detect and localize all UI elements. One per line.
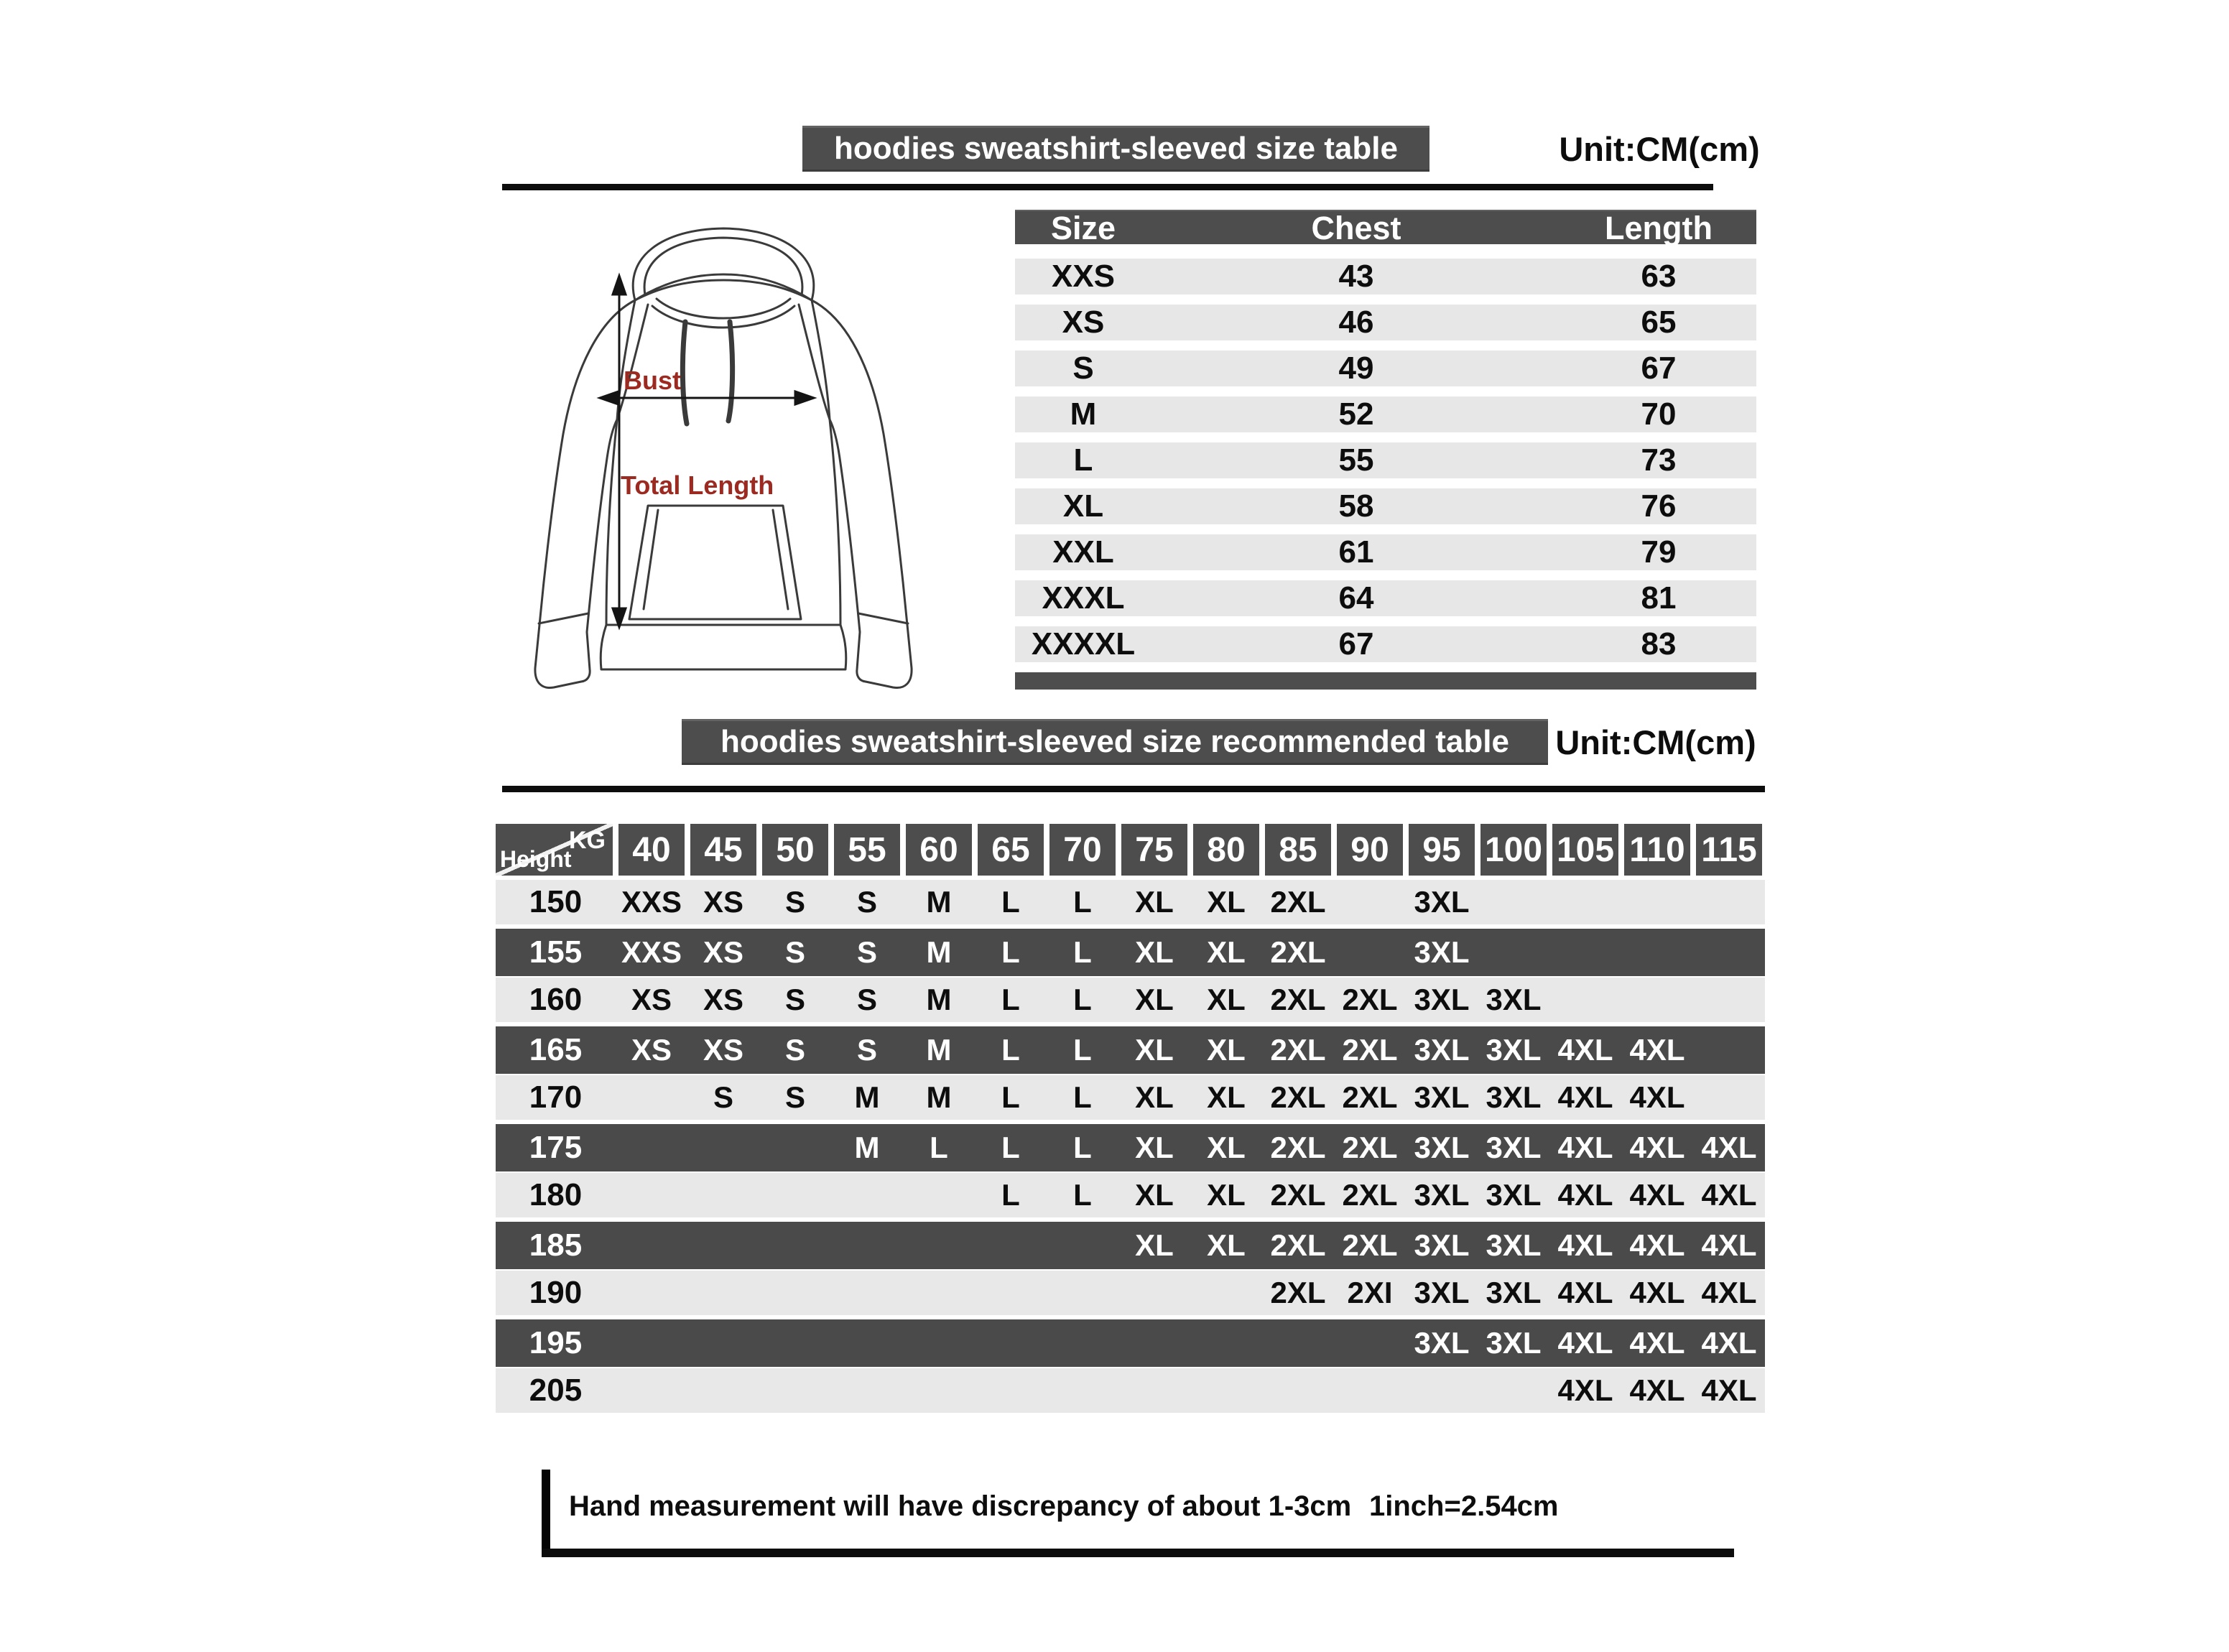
recommended-size-cell: 4XL — [1629, 1131, 1685, 1164]
recommended-size-cell: XL — [1135, 1228, 1174, 1262]
kg-label: KG — [569, 827, 606, 854]
height-value: 170 — [529, 1080, 583, 1115]
recommended-size-cell: L — [1073, 1080, 1092, 1114]
recommended-table-title — [682, 719, 1548, 765]
size-table-header — [1015, 210, 1756, 244]
recommended-size-cell: XXS — [621, 935, 682, 969]
weight-header-cell: 55 — [834, 824, 900, 876]
recommended-size-cell: XS — [631, 1033, 672, 1067]
table-row — [1015, 534, 1756, 570]
height-value: 150 — [529, 884, 583, 919]
recommended-size-cell: XS — [703, 983, 744, 1016]
recommended-size-cell: 2XL — [1270, 1228, 1326, 1262]
hoodie-diagram — [519, 214, 1014, 717]
divider-line-2 — [502, 786, 1765, 792]
weight-header-cell: 40 — [618, 824, 685, 876]
recommended-size-cell: 2XL — [1342, 1033, 1398, 1067]
length-cell: 73 — [1641, 442, 1677, 478]
recommended-size-cell: 2XI — [1347, 1276, 1393, 1309]
recommended-size-cell: S — [856, 1033, 877, 1067]
recommended-size-cell: L — [1001, 983, 1020, 1016]
length-cell: 81 — [1641, 580, 1677, 616]
recommended-size-cell: 2XL — [1342, 1080, 1398, 1114]
height-value: 180 — [529, 1177, 583, 1212]
size-table-rows — [1015, 259, 1756, 662]
recommended-size-cell: XL — [1207, 983, 1246, 1016]
recommended-size-cell: L — [1073, 885, 1092, 919]
weight-header-cell: 60 — [906, 824, 972, 876]
recommended-size-cell: 4XL — [1629, 1326, 1685, 1360]
size-table-footer-bar — [1015, 672, 1756, 690]
weight-header-cell: 110 — [1624, 824, 1690, 876]
chest-cell: 49 — [1338, 351, 1374, 386]
recommended-size-cell: 2XL — [1342, 1228, 1398, 1262]
recommended-size-cell: XS — [703, 885, 744, 919]
table-row — [1015, 626, 1756, 662]
recommended-size-cell: 2XL — [1270, 1178, 1326, 1212]
height-row — [496, 1271, 1765, 1315]
recommended-size-cell: 2XL — [1270, 1033, 1326, 1067]
recommended-table-title-text: hoodies sweatshirt-sleeved size recommended table — [720, 724, 1509, 759]
footnote-underline — [542, 1549, 1734, 1557]
height-row — [496, 1124, 1765, 1171]
weight-header-row — [496, 824, 1765, 876]
recommended-size-cell: S — [784, 885, 805, 919]
recommended-size-cell: L — [1073, 983, 1092, 1016]
recommended-size-cell: L — [1073, 935, 1092, 969]
footnote-left-bar — [542, 1470, 550, 1557]
recommended-size-cell: 4XL — [1557, 1276, 1613, 1309]
recommend-rows — [496, 880, 1765, 1413]
recommended-size-cell: 3XL — [1486, 1326, 1542, 1360]
table-row — [1015, 396, 1756, 432]
recommended-size-cell: 4XL — [1557, 1228, 1613, 1262]
recommended-size-cell: S — [784, 1080, 805, 1114]
recommended-size-cell: XS — [703, 935, 744, 969]
recommended-size-cell: 2XL — [1270, 935, 1326, 969]
recommended-size-cell: 4XL — [1701, 1373, 1757, 1407]
recommended-size-cell: 2XL — [1342, 1131, 1398, 1164]
recommended-size-cell: 2XL — [1270, 1080, 1326, 1114]
recommended-size-cell: XL — [1207, 1033, 1246, 1067]
recommended-size-cell: S — [784, 1033, 805, 1067]
recommended-size-cell: L — [1001, 1178, 1020, 1212]
size-table — [1015, 210, 1756, 690]
recommended-size-cell: 3XL — [1486, 983, 1542, 1016]
recommended-size-cell: S — [713, 1080, 733, 1114]
chest-cell: 61 — [1338, 534, 1374, 570]
recommended-size-cell: 3XL — [1414, 1326, 1470, 1360]
weight-header-cell: 50 — [762, 824, 828, 876]
divider-line-1 — [502, 184, 1713, 190]
recommended-size-cell: XL — [1207, 1178, 1246, 1212]
recommended-size-cell: M — [926, 1080, 952, 1114]
recommended-size-cell: XL — [1135, 1033, 1174, 1067]
recommended-size-cell: 4XL — [1629, 1228, 1685, 1262]
length-cell: 67 — [1641, 351, 1677, 386]
recommended-size-cell: XL — [1207, 885, 1246, 919]
recommended-size-cell: 2XL — [1270, 1276, 1326, 1309]
recommended-size-cell: L — [1001, 885, 1020, 919]
recommended-size-cell: S — [856, 983, 877, 1016]
recommended-size-cell: 2XL — [1270, 885, 1326, 919]
chest-cell: 52 — [1338, 396, 1374, 432]
recommended-size-cell: 2XL — [1342, 1178, 1398, 1212]
recommended-size-cell: 4XL — [1629, 1276, 1685, 1309]
recommended-size-cell: 4XL — [1701, 1131, 1757, 1164]
kg-height-corner-cell — [496, 824, 613, 876]
recommended-size-cell: L — [1073, 1033, 1092, 1067]
total-length-label: Total Length — [621, 470, 774, 500]
chest-cell: 67 — [1338, 626, 1374, 662]
length-cell: 83 — [1641, 626, 1677, 662]
recommended-size-cell: M — [854, 1080, 880, 1114]
recommended-size-cell: XL — [1207, 1131, 1246, 1164]
height-row — [496, 1222, 1765, 1269]
height-row — [496, 1173, 1765, 1217]
recommended-size-cell: S — [856, 935, 877, 969]
recommended-size-cell: M — [926, 983, 952, 1016]
chest-cell: 43 — [1338, 259, 1374, 294]
recommended-size-cell: S — [784, 983, 805, 1016]
recommended-size-cell: L — [1001, 1131, 1020, 1164]
recommended-size-cell: M — [854, 1131, 880, 1164]
recommended-size-cell: 3XL — [1486, 1276, 1542, 1309]
recommended-size-cell: 3XL — [1414, 1276, 1470, 1309]
recommended-size-cell: XL — [1135, 935, 1174, 969]
height-row — [496, 1026, 1765, 1074]
recommended-size-cell: 4XL — [1629, 1373, 1685, 1407]
size-table-title — [802, 126, 1429, 172]
recommended-size-cell: 3XL — [1486, 1131, 1542, 1164]
length-cell: 65 — [1641, 305, 1677, 340]
recommended-size-cell: M — [926, 935, 952, 969]
recommended-size-cell: 4XL — [1557, 1373, 1613, 1407]
size-cell: L — [1073, 442, 1093, 478]
recommended-size-cell: L — [1001, 1033, 1020, 1067]
recommended-size-cell: 3XL — [1414, 1131, 1470, 1164]
height-value: 190 — [529, 1275, 583, 1310]
chest-cell: 64 — [1338, 580, 1374, 616]
weight-header-cell: 100 — [1480, 824, 1547, 876]
recommended-size-cell: L — [1073, 1178, 1092, 1212]
size-table-title-text: hoodies sweatshirt-sleeved size table — [834, 131, 1398, 166]
recommended-size-cell: 3XL — [1486, 1178, 1542, 1212]
recommended-size-cell: 4XL — [1629, 1033, 1685, 1067]
recommended-size-cell: 3XL — [1486, 1228, 1542, 1262]
recommended-size-cell: 3XL — [1414, 1033, 1470, 1067]
table-row — [1015, 305, 1756, 340]
height-value: 155 — [529, 934, 583, 970]
size-cell: XXXL — [1042, 580, 1125, 616]
hoodie-waistband — [601, 625, 845, 669]
column-header-length: Length — [1605, 210, 1713, 246]
weight-header-cell: 45 — [690, 824, 756, 876]
recommended-size-cell: XL — [1135, 1131, 1174, 1164]
recommended-size-cell: L — [1001, 935, 1020, 969]
length-cell: 79 — [1641, 534, 1677, 570]
chest-cell: 58 — [1338, 488, 1374, 524]
height-row — [496, 1368, 1765, 1413]
column-header-size: Size — [1050, 210, 1116, 246]
recommended-size-cell: M — [926, 885, 952, 919]
recommended-size-cell: 4XL — [1557, 1033, 1613, 1067]
table-row — [1015, 442, 1756, 478]
length-cell: 70 — [1641, 396, 1677, 432]
recommended-size-cell: L — [1001, 1080, 1020, 1114]
height-value: 205 — [529, 1373, 583, 1408]
chest-cell: 46 — [1338, 305, 1374, 340]
recommended-size-cell: 4XL — [1701, 1276, 1757, 1309]
recommended-size-cell: XL — [1135, 885, 1174, 919]
recommended-size-cell: 2XL — [1270, 983, 1326, 1016]
recommended-size-cell: XL — [1135, 1178, 1174, 1212]
recommended-size-cell: XL — [1207, 935, 1246, 969]
size-cell: XS — [1062, 305, 1105, 340]
table-row — [1015, 259, 1756, 294]
size-cell: M — [1070, 396, 1097, 432]
recommended-size-cell: 3XL — [1414, 1228, 1470, 1262]
weight-header-cell: 85 — [1265, 824, 1331, 876]
recommended-size-cell: 4XL — [1701, 1326, 1757, 1360]
size-cell: XXXXL — [1031, 626, 1136, 662]
recommended-size-cell: 4XL — [1701, 1178, 1757, 1212]
height-row — [496, 1319, 1765, 1367]
footnote-text: Hand measurement will have discrepancy of about 1-3cm — [569, 1490, 1352, 1522]
table-row — [1015, 488, 1756, 524]
recommended-size-cell: 4XL — [1557, 1080, 1613, 1114]
height-value: 165 — [529, 1032, 583, 1067]
weight-header-cell: 105 — [1552, 824, 1618, 876]
length-cell: 76 — [1641, 488, 1677, 524]
size-cell: XXL — [1052, 534, 1114, 570]
recommended-size-cell: XL — [1207, 1080, 1246, 1114]
recommended-size-cell: 4XL — [1557, 1131, 1613, 1164]
recommended-size-cell: L — [1073, 1131, 1092, 1164]
height-label: Height — [500, 846, 572, 872]
weight-header-cell: 90 — [1337, 824, 1403, 876]
weight-header-cell: 80 — [1193, 824, 1259, 876]
recommended-size-cell: 3XL — [1414, 1178, 1470, 1212]
table-row — [1015, 351, 1756, 386]
recommended-size-cell: 3XL — [1486, 1033, 1542, 1067]
recommended-size-cell: XS — [703, 1033, 744, 1067]
height-row — [496, 880, 1765, 924]
recommended-size-cell: 4XL — [1557, 1326, 1613, 1360]
recommended-size-cell: XL — [1135, 983, 1174, 1016]
recommended-size-cell: M — [926, 1033, 952, 1067]
recommended-size-cell: 4XL — [1629, 1178, 1685, 1212]
height-value: 195 — [529, 1325, 583, 1360]
recommended-size-cell: 4XL — [1557, 1178, 1613, 1212]
size-cell: S — [1072, 351, 1094, 386]
recommended-size-cell: 3XL — [1486, 1080, 1542, 1114]
unit-label-1: Unit:CM(cm) — [1559, 129, 1760, 168]
height-row — [496, 929, 1765, 976]
weight-header-cell: 70 — [1049, 824, 1116, 876]
recommended-size-cell: 4XL — [1701, 1228, 1757, 1262]
chest-cell: 55 — [1338, 442, 1374, 478]
height-value: 185 — [529, 1228, 583, 1263]
recommended-size-cell: L — [930, 1131, 948, 1164]
recommended-size-cell: S — [856, 885, 877, 919]
weight-header-cell: 95 — [1409, 824, 1475, 876]
recommended-size-cell: XL — [1135, 1080, 1174, 1114]
length-cell: 63 — [1641, 259, 1677, 294]
weight-header-cell: 65 — [978, 824, 1044, 876]
height-value: 160 — [529, 982, 583, 1017]
column-header-chest: Chest — [1311, 210, 1401, 246]
weight-header-cell: 75 — [1121, 824, 1187, 876]
recommended-size-cell: 3XL — [1414, 1080, 1470, 1114]
recommended-size-table — [496, 824, 1765, 1417]
recommended-size-cell: 2XL — [1342, 983, 1398, 1016]
recommended-size-cell: 2XL — [1270, 1131, 1326, 1164]
unit-label-2: Unit:CM(cm) — [1555, 723, 1756, 761]
recommended-size-cell: 3XL — [1414, 935, 1470, 969]
inch-conversion-text: 1inch=2.54cm — [1369, 1490, 1559, 1522]
weight-header-cell: 115 — [1696, 824, 1762, 876]
size-cell: XXS — [1051, 259, 1116, 294]
height-value: 175 — [529, 1130, 583, 1165]
size-cell: XL — [1062, 488, 1104, 524]
bust-label: Bust — [624, 366, 681, 395]
recommended-size-cell: 3XL — [1414, 885, 1470, 919]
recommended-size-cell: S — [784, 935, 805, 969]
table-row — [1015, 580, 1756, 616]
recommended-size-cell: XXS — [621, 885, 682, 919]
recommended-size-cell: 4XL — [1629, 1080, 1685, 1114]
height-row — [496, 1075, 1765, 1120]
recommended-size-cell: 3XL — [1414, 983, 1470, 1016]
recommended-size-cell: XS — [631, 983, 672, 1016]
height-row — [496, 978, 1765, 1022]
recommended-size-cell: XL — [1207, 1228, 1246, 1262]
